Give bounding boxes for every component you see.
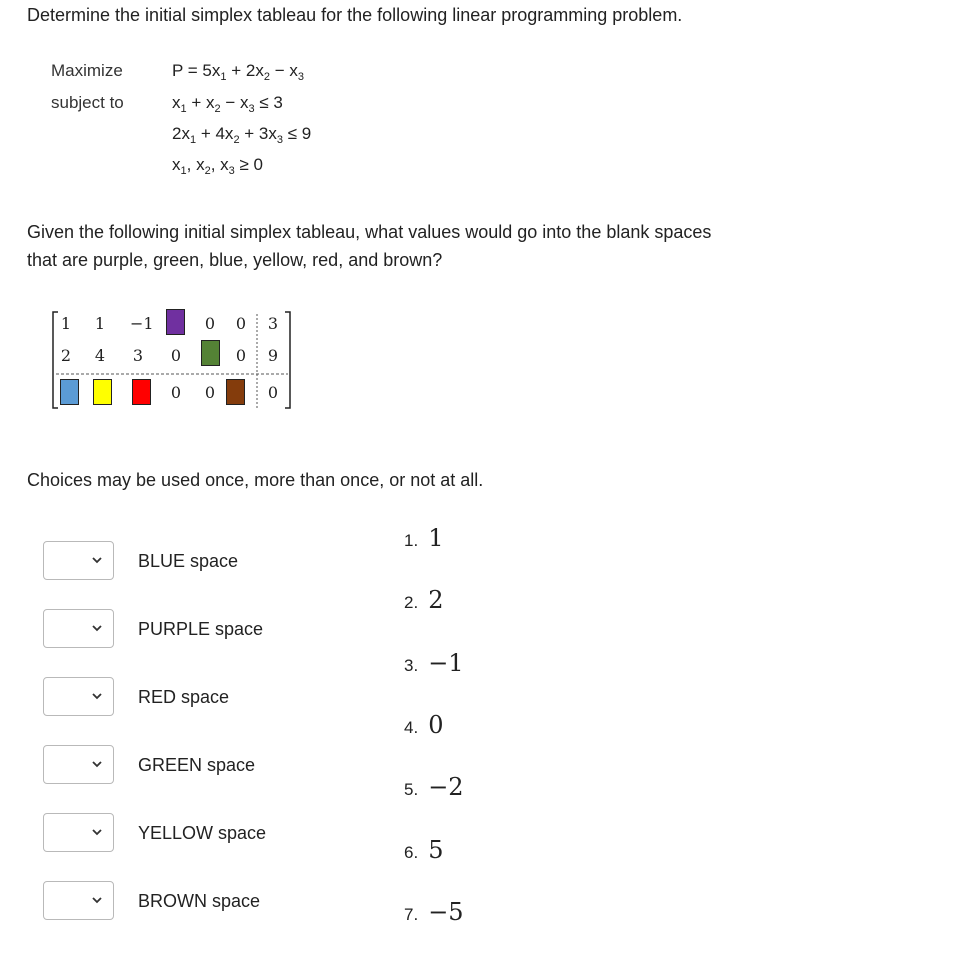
given-text: Given the following initial simplex tableau, what values would go into the blank spaces that are purple, green, blue, yellow, red, and brown?: [27, 222, 712, 270]
chevron-down-icon: [91, 894, 103, 906]
subject-to-label: subject to: [51, 93, 124, 112]
purple-space-select[interactable]: [43, 609, 114, 648]
cell-r1-c6: 0: [235, 314, 247, 333]
brown-blank: [226, 379, 245, 405]
green-space-label: GREEN space: [138, 755, 256, 775]
green-space-select[interactable]: [43, 745, 114, 784]
cell-r3-rhs: 0: [267, 383, 279, 402]
simplex-tableau: [50, 308, 300, 416]
option-number: 3.: [404, 656, 419, 675]
option-value: 5: [428, 836, 444, 864]
cell-r2-c6: 0: [235, 346, 247, 365]
brown-space-label: BROWN space: [138, 891, 261, 911]
chevron-down-icon: [91, 826, 103, 838]
cell-r1-c2: 1: [94, 314, 106, 333]
yellow-space-select[interactable]: [43, 813, 114, 852]
chevron-down-icon: [91, 758, 103, 770]
cell-r1-c3: −1: [130, 314, 154, 333]
maximize-label: Maximize: [51, 61, 123, 80]
objective-function: $P = 5x_1 + 2x_2 - x_3$: [172, 61, 304, 83]
constraint-1: $x_1 + x_2 - x_3 \le 3$: [172, 93, 283, 115]
red-blank: [132, 379, 151, 405]
option-2: [404, 586, 443, 614]
option-value: 1: [428, 524, 444, 552]
option-number: 7.: [404, 905, 419, 924]
blue-blank: [60, 379, 79, 405]
chevron-down-icon: [91, 622, 103, 634]
option-value: −2: [428, 773, 464, 801]
option-5: [404, 773, 464, 801]
cell-r3-c5: 0: [204, 383, 216, 402]
option-value: −1: [428, 649, 464, 677]
option-value: 2: [428, 586, 444, 614]
yellow-blank: [93, 379, 112, 405]
option-7: [404, 898, 464, 926]
option-4: [404, 711, 443, 739]
green-blank: [201, 340, 220, 366]
question-text: Determine the initial simplex tableau for the following linear programming problem.: [27, 5, 683, 25]
cell-r2-c4: 0: [170, 346, 182, 365]
blue-space-label: BLUE space: [138, 551, 239, 571]
chevron-down-icon: [91, 690, 103, 702]
cell-r2-rhs: 9: [267, 346, 279, 365]
option-3: [404, 649, 464, 677]
cell-r1-c5: 0: [204, 314, 216, 333]
cell-r2-c2: 4: [94, 346, 106, 365]
option-value: 0: [428, 711, 444, 739]
brown-space-select[interactable]: [43, 881, 114, 920]
nonnegativity-constraint: $x_1$, $x_2$, $x_3 \ge 0$: [172, 155, 264, 177]
purple-space-label: PURPLE space: [138, 619, 264, 639]
yellow-space-label: YELLOW space: [138, 823, 267, 843]
cell-r3-c4: 0: [170, 383, 182, 402]
option-number: 5.: [404, 780, 419, 799]
option-number: 4.: [404, 718, 419, 737]
red-space-label: RED space: [138, 687, 230, 707]
constraint-2: $2x_1 + 4x_2 + 3x_3 \le 9$: [172, 124, 312, 146]
red-space-select[interactable]: [43, 677, 114, 716]
cell-r2-c3: 3: [132, 346, 144, 365]
cell-r1-rhs: 3: [267, 314, 279, 333]
cell-r1-c1: 1: [60, 314, 72, 333]
blue-space-select[interactable]: [43, 541, 114, 580]
option-number: 6.: [404, 843, 419, 862]
purple-blank: [166, 309, 185, 335]
option-number: 1.: [404, 531, 419, 550]
chevron-down-icon: [91, 554, 103, 566]
option-number: 2.: [404, 593, 419, 612]
option-1: [404, 524, 443, 552]
option-6: [404, 836, 443, 864]
choices-note: Choices may be used once, more than once, or not at all.: [27, 470, 484, 490]
option-value: −5: [428, 898, 464, 926]
cell-r2-c1: 2: [60, 346, 72, 365]
